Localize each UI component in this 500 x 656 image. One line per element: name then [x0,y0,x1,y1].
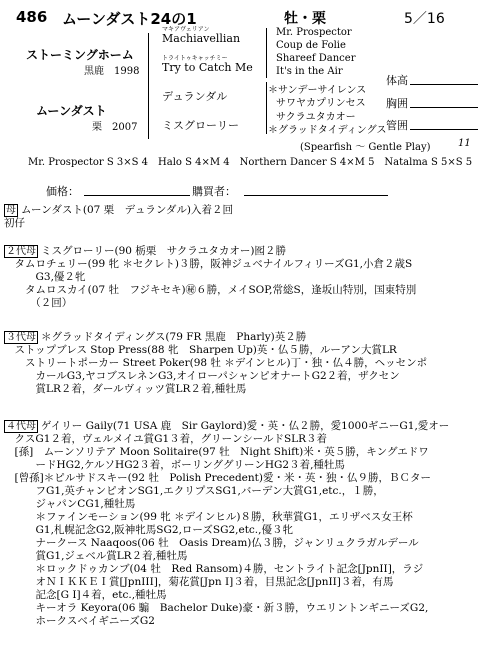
section-1 [4,245,484,310]
g1: Mr. Prospector [276,27,352,38]
inbreeding: Mr. Prospector S 3×S 4 Halo S 4×M 4 Northern Dancer S 4×M 5 Natalma S 5×S 5 [28,157,473,168]
line-text: クスG1２着，ヴェルメイユ賞G1３着，グリーンシールドSLR３着 [4,433,328,445]
section-line [4,258,484,271]
line-text: タムロチェリー(99 牝 ＊セクレト)３勝，阪神ジュベナイルフィリーズG1,小倉２歳S [4,258,413,270]
section-line [4,550,484,563]
section-tag: 母 [6,205,16,216]
section-line [4,204,484,217]
sire-info: 黒鹿 1998 [84,66,140,77]
section-line [4,331,484,344]
cannon-label: 管囲 [386,119,408,132]
section-line [4,459,484,472]
section-line [4,383,484,396]
section-line [4,370,484,383]
line-text: 賞G1,ジェベル賞LR２着,種牡馬 [4,550,188,562]
section-line [4,589,484,602]
section-line [4,524,484,537]
section-tag: ２代母 [6,246,36,257]
g4: It's in the Air [276,66,343,77]
dam-sire: デュランダル [162,90,228,103]
section-line [4,498,484,511]
section-line [4,420,484,433]
section-line [4,297,484,310]
family-number: 11 [458,138,471,149]
sire-sire: Machiavellian [162,32,241,45]
sale-date: 5／16 [404,11,445,27]
height-label: 体高 [386,74,408,87]
line-text: ードHG2,ケルソHG2３着，ボーリンググリーンHG2３着,種牡馬 [4,459,345,471]
g5: ＊サンデーサイレンス [268,85,367,96]
family-line: (Spearfish ～ Gentle Play) [300,142,431,153]
section-3 [4,420,484,628]
section-2 [4,331,484,396]
section-line [4,485,484,498]
section-line [4,472,484,485]
dam-dam: ミスグローリー [162,119,239,132]
line-text: タムロスカイ(07 牡 フジキセキ)㊙６勝，メイSOP,常総S，逢坂山特別，国東特別 [4,284,417,296]
chest-label: 胸囲 [386,97,408,110]
line-text: G1,札幌記念G2,阪神牝馬SG2,ローズSG2,etc.,優３牝 [4,524,293,536]
line-text: ナークース Naaqoos(06 牡 Oasis Dream)仏３勝，ジャンリュクラガルデール [4,537,419,549]
sire-name: ストーミングホーム [26,48,134,62]
g6: サワヤカプリンセス [276,98,366,109]
section-line [4,344,484,357]
horse-name: ムーンダスト24の1 [62,10,197,28]
section-line [4,511,484,524]
line-text: ストリートポーカー Street Poker(98 牡 ＊デインヒル)丁・独・仏４勝，ヘッセンポ [4,357,428,369]
sex-color: 牡・栗 [284,11,326,27]
line-text: カールG3,ヤコブスレネンG3,オイローパシャンピオナートG2２着，ザクセン [4,370,400,382]
line-text: ＊ファインモーション(99 牝 ＊デインヒル)８勝，秋華賞G1，エリザベス女王杯 [4,511,413,523]
section-line [4,271,484,284]
section-line [4,615,484,628]
section-line [4,576,484,589]
line-text: ミスグローリー(90 栃栗 サクラユタカオー)囮２勝 [41,245,286,257]
g8: ＊グラッドタイディングス [268,125,387,136]
line-text: 初仔 [4,217,25,229]
g2: Coup de Folie [276,40,346,51]
sire-dam: Try to Catch Me [162,61,253,74]
section-line [4,284,484,297]
lot-number: 486 [16,8,48,26]
buyer-label: 購買者： [192,185,236,198]
g3: Shareef Dancer [276,53,356,64]
line-text: オＮＩＫＫＥＩ賞[JpnIII]，菊花賞[Jpn I]３着，目黒記念[JpnII]３着，有馬 [4,576,394,588]
line-text: ゲイリー Gaily(71 USA 鹿 Sir Gaylord)愛・英・仏２勝，愛1000ギニーG1,愛オー [41,420,450,432]
line-text: ＊ロックドゥカンブ(04 牡 Red Ransom)４勝，セントライト記念[JpnII]，ラジ [4,563,424,575]
section-line [4,433,484,446]
line-text: （２回） [4,297,73,309]
section-line [4,537,484,550]
line-text: [曾孫]＊ピルサドスキー(92 牡 Polish Precedent)愛・米・英・独・仏９勝，ＢＣター [4,472,431,484]
section-line [4,245,484,258]
section-line [4,446,484,459]
line-text: 賞LR２着，ダールヴィッツ賞LR２着,種牡馬 [4,383,247,395]
section-0 [4,204,484,230]
section-line [4,602,484,615]
sire-dam-kana: トライトゥキャッチミー [162,55,228,62]
line-text: [孫] ムーンソリテア Moon Solitaire(97 牡 Night Shift)米・英５勝，キングエドワ [4,446,429,458]
section-line [4,357,484,370]
section-tag: ３代母 [6,332,36,343]
dam-name: ムーンダスト [36,104,107,118]
buyer-field[interactable] [244,195,388,196]
section-line [4,563,484,576]
line-text: ストップブレス Stop Press(88 牝 Sharpen Up)英・仏５勝，ルーアン大賞LR [4,344,397,356]
line-text: ジャパンCG1,種牡馬 [4,498,136,510]
line-text: ＊グラッドタイディングス(79 FR 黒鹿 Pharly)英２勝 [41,331,307,343]
price-field[interactable] [84,195,190,196]
g7: サクラユタカオー [276,112,356,123]
line-text: キーオラ Keyora(06 騸 Bachelor Duke)豪・新３勝，ウエリントンギニーズG2, [4,602,429,614]
price-label: 価格： [46,185,79,198]
line-text: ホークスベイギニーズG2 [4,615,155,627]
section-tag: ４代母 [6,421,36,432]
line-text: G3,優２牝 [4,271,86,283]
dam-info: 栗 2007 [92,122,138,133]
line-text: 記念[G I]４着，etc.,種牡馬 [4,589,167,601]
line-text: ムーンダスト(07 栗 デュランダル)入着２回 [21,204,234,216]
section-line [4,217,484,230]
sire-sire-kana: マキアヴェリアン [162,26,210,33]
line-text: フG1,英チャンピオンSG1,エクリプスSG1,バーデン大賞G1,etc.，１勝， [4,485,384,497]
